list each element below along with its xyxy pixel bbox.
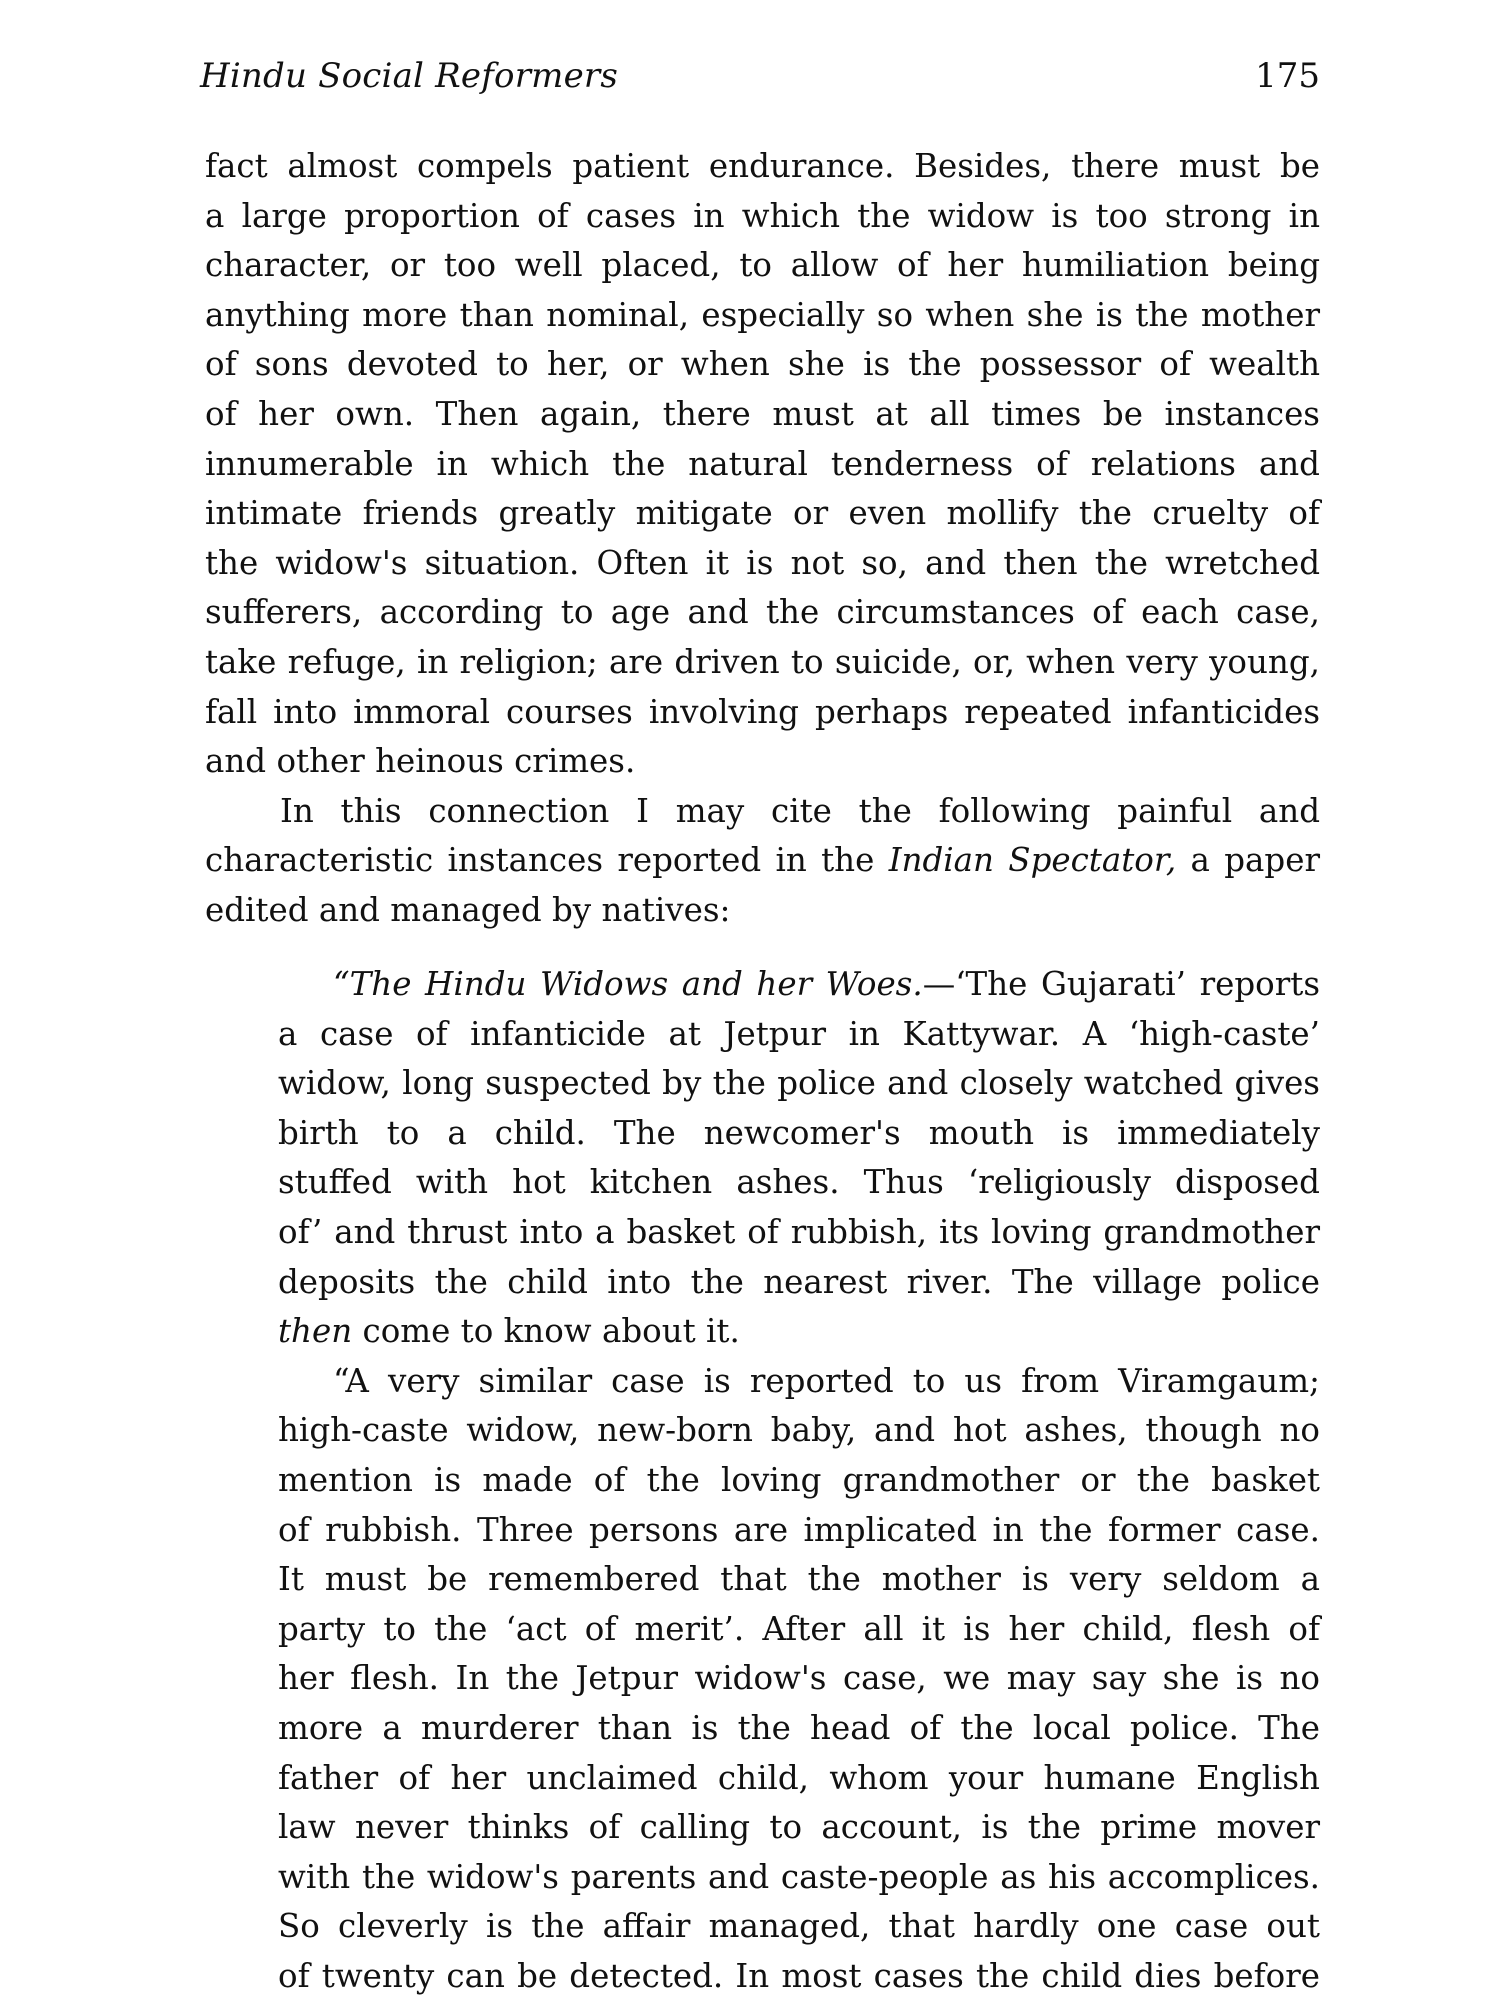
text-line: widow, long suspected by the police and closely watched gives [278,1064,1320,1103]
text-line: character, or too well placed, to allow of her humiliation being [205,246,1320,285]
paragraph-connection [205,787,1320,936]
page-number: 175 [1255,56,1320,96]
text-line: take refuge, in religion; are driven to suicide, or, when very young, [205,642,1320,681]
text-segment: come to know about it. [352,1312,740,1351]
text-line: her flesh. In the Jetpur widow's case, we may say she is no [278,1659,1320,1698]
text-line: fact almost compels patient endurance. Besides, there must be [205,147,1320,185]
quote-paragraph-viramgaum [278,1357,1320,2001]
quote-paragraph-jetpur [278,960,1320,1357]
block-quote [278,960,1320,2001]
running-title: Hindu Social Reformers [200,56,619,96]
text-line: birth to a child. The newcomer's mouth is immediately [278,1113,1320,1152]
text-line: and other heinous crimes. [205,742,636,781]
text-line [278,960,1320,1010]
text-line: sufferers, according to age and the circumstances of each case, [205,593,1320,632]
text-line: of her own. Then again, there must at all times be instances [205,394,1320,433]
text-line: mention is made of the loving grandmother or the basket [278,1460,1320,1499]
text-line: of rubbish. Three persons are implicated in the former case. [278,1510,1320,1549]
paragraph-widow-situation [205,142,1320,787]
main-text [205,142,1320,936]
text-line: with the widow's parents and caste-people as his accomplices. [278,1857,1320,1896]
text-segment: —‘The Gujarati’ reports [922,965,1321,1003]
text-line: “A very similar case is reported to us from Viramgaum; [333,1361,1320,1400]
text-line: fall into immoral courses involving perhaps repeated infanticides [205,692,1320,731]
text-line: high-caste widow, new-born baby, and hot ashes, though no [278,1411,1320,1450]
text-line: edited and managed by natives: [205,890,731,929]
text-line: of sons devoted to her, or when she is the possessor of wealth [205,345,1320,384]
text-line: party to the ‘act of merit’. After all it is her child, flesh of [278,1609,1320,1648]
text-line: stuffed with hot kitchen ashes. Thus ‘religiously disposed [278,1163,1320,1202]
text-line: It must be remembered that the mother is very seldom a [278,1560,1320,1599]
text-line: father of her unclaimed child, whom your humane English [278,1758,1320,1797]
text-line: of’ and thrust into a basket of rubbish, its loving grandmother [278,1212,1320,1251]
text-line: more a murderer than is the head of the local police. The [278,1708,1320,1747]
text-line: innumerable in which the natural tenderness of relations and [205,444,1320,483]
text-line: In this connection I may cite the following painful and [280,791,1320,830]
text-line: a large proportion of cases in which the widow is too strong in [205,196,1320,235]
text-line [278,1307,1320,1357]
text-line: So cleverly is the affair managed, that hardly one case out [278,1907,1320,1946]
text-line: the widow's situation. Often it is not so, and then the wretched [205,543,1320,582]
text-line: deposits the child into the nearest river. The village police [278,1262,1320,1301]
text-line [205,836,1320,886]
publication-title: Indian Spectator, [888,841,1177,880]
running-head [200,56,1320,106]
quote-heading: “The Hindu Widows and her Woes. [333,965,923,1003]
text-line: of twenty can be detected. In most cases the child dies before [278,1956,1320,1995]
text-line: a case of infanticide at Jetpur in Kattywar. A ‘high-caste’ [278,1014,1320,1053]
emphasis-word: then [278,1312,353,1351]
text-segment: characteristic instances reported in the [205,841,889,880]
text-line: intimate friends greatly mitigate or even mollify the cruelty of [205,494,1320,533]
text-line: law never thinks of calling to account, is the prime mover [278,1808,1320,1847]
text-line: anything more than nominal, especially so when she is the mother [205,295,1320,334]
text-segment: a paper [1176,841,1320,880]
